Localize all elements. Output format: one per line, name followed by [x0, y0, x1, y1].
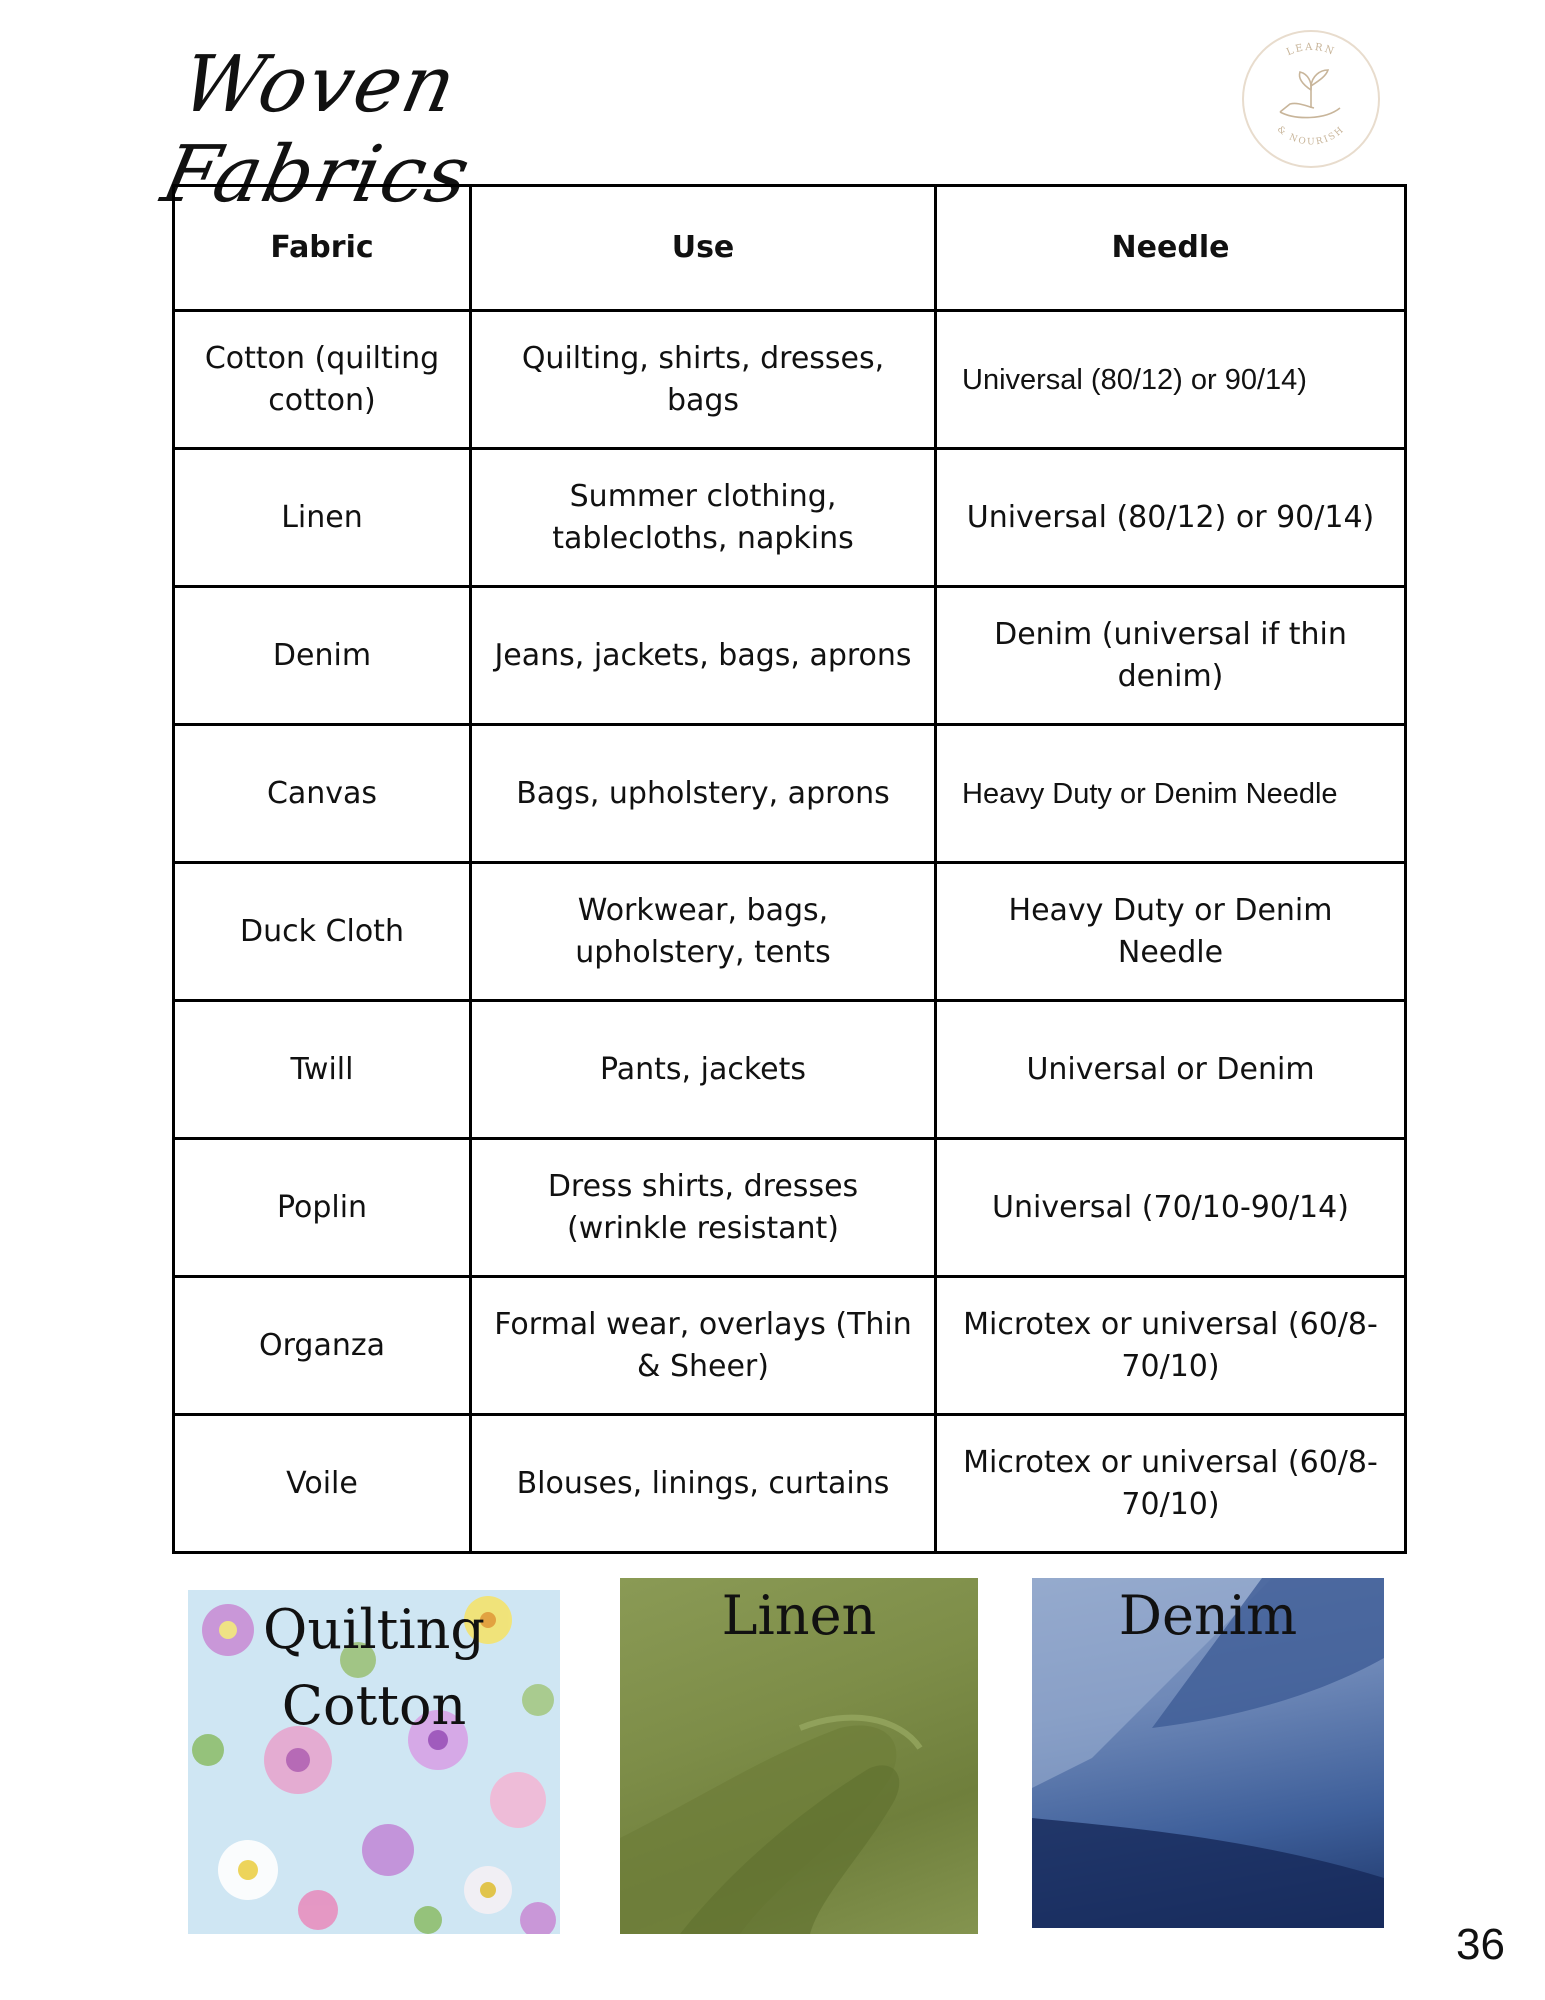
cell-needle: Microtex or universal (60/8-70/10)	[936, 1277, 1406, 1415]
cell-needle: Universal or Denim	[936, 1001, 1406, 1139]
svg-text:LEARN: LEARN	[1285, 41, 1337, 59]
cell-use: Jeans, jackets, bags, aprons	[471, 587, 936, 725]
svg-text:& NOURISH: & NOURISH	[1274, 124, 1348, 148]
table-row	[174, 863, 1406, 1001]
cell-use: Workwear, bags, upholstery, tents	[471, 863, 936, 1001]
page-number: 36	[1456, 1920, 1505, 1969]
cell-fabric: Canvas	[174, 725, 471, 863]
table-row	[174, 449, 1406, 587]
page-title-text: Woven Fabrics	[154, 40, 479, 220]
cell-use: Summer clothing, tablecloths, napkins	[471, 449, 936, 587]
cell-use: Quilting, shirts, dresses, bags	[471, 311, 936, 449]
cell-needle: Microtex or universal (60/8-70/10)	[936, 1415, 1406, 1553]
table-row	[174, 725, 1406, 863]
brand-logo	[1240, 28, 1382, 170]
denim-label: Denim	[1118, 1584, 1298, 1647]
cell-fabric: Cotton (quilting cotton)	[174, 311, 471, 449]
linen-swatch	[620, 1578, 978, 1934]
cell-fabric: Linen	[174, 449, 471, 587]
page-title	[154, 40, 613, 220]
cell-needle: Universal (80/12) or 90/14)	[936, 449, 1406, 587]
cell-needle: Denim (universal if thin denim)	[936, 587, 1406, 725]
cell-use: Pants, jackets	[471, 1001, 936, 1139]
hand-seedling-icon	[1280, 70, 1340, 118]
table-row	[174, 1139, 1406, 1277]
cell-fabric: Denim	[174, 587, 471, 725]
cell-fabric: Poplin	[174, 1139, 471, 1277]
cell-needle: Universal (70/10-90/14)	[936, 1139, 1406, 1277]
table-header-row	[174, 186, 1406, 311]
cell-use: Blouses, linings, curtains	[471, 1415, 936, 1553]
fabric-table	[172, 184, 1407, 1554]
cell-fabric: Duck Cloth	[174, 863, 471, 1001]
table-row	[174, 587, 1406, 725]
table-row	[174, 1001, 1406, 1139]
quilting-label-line1: Quilting	[263, 1598, 485, 1661]
cell-fabric: Voile	[174, 1415, 471, 1553]
cell-needle: Heavy Duty or Denim Needle	[936, 863, 1406, 1001]
cell-needle: Heavy Duty or Denim Needle	[936, 725, 1406, 863]
header-use: Use	[471, 186, 936, 311]
cell-fabric: Twill	[174, 1001, 471, 1139]
quilting-label-line2: Cotton	[281, 1674, 467, 1737]
cell-use: Bags, upholstery, aprons	[471, 725, 936, 863]
table-row	[174, 1415, 1406, 1553]
denim-swatch	[1032, 1578, 1384, 1928]
quilting-cotton-swatch	[188, 1590, 560, 1934]
linen-label: Linen	[721, 1584, 877, 1647]
table-row	[174, 311, 1406, 449]
cell-fabric: Organza	[174, 1277, 471, 1415]
cell-use: Dress shirts, dresses (wrinkle resistant)	[471, 1139, 936, 1277]
header-fabric: Fabric	[174, 186, 471, 311]
cell-use: Formal wear, overlays (Thin & Sheer)	[471, 1277, 936, 1415]
table-row	[174, 1277, 1406, 1415]
cell-needle: Universal (80/12) or 90/14)	[936, 311, 1406, 449]
header-needle: Needle	[936, 186, 1406, 311]
